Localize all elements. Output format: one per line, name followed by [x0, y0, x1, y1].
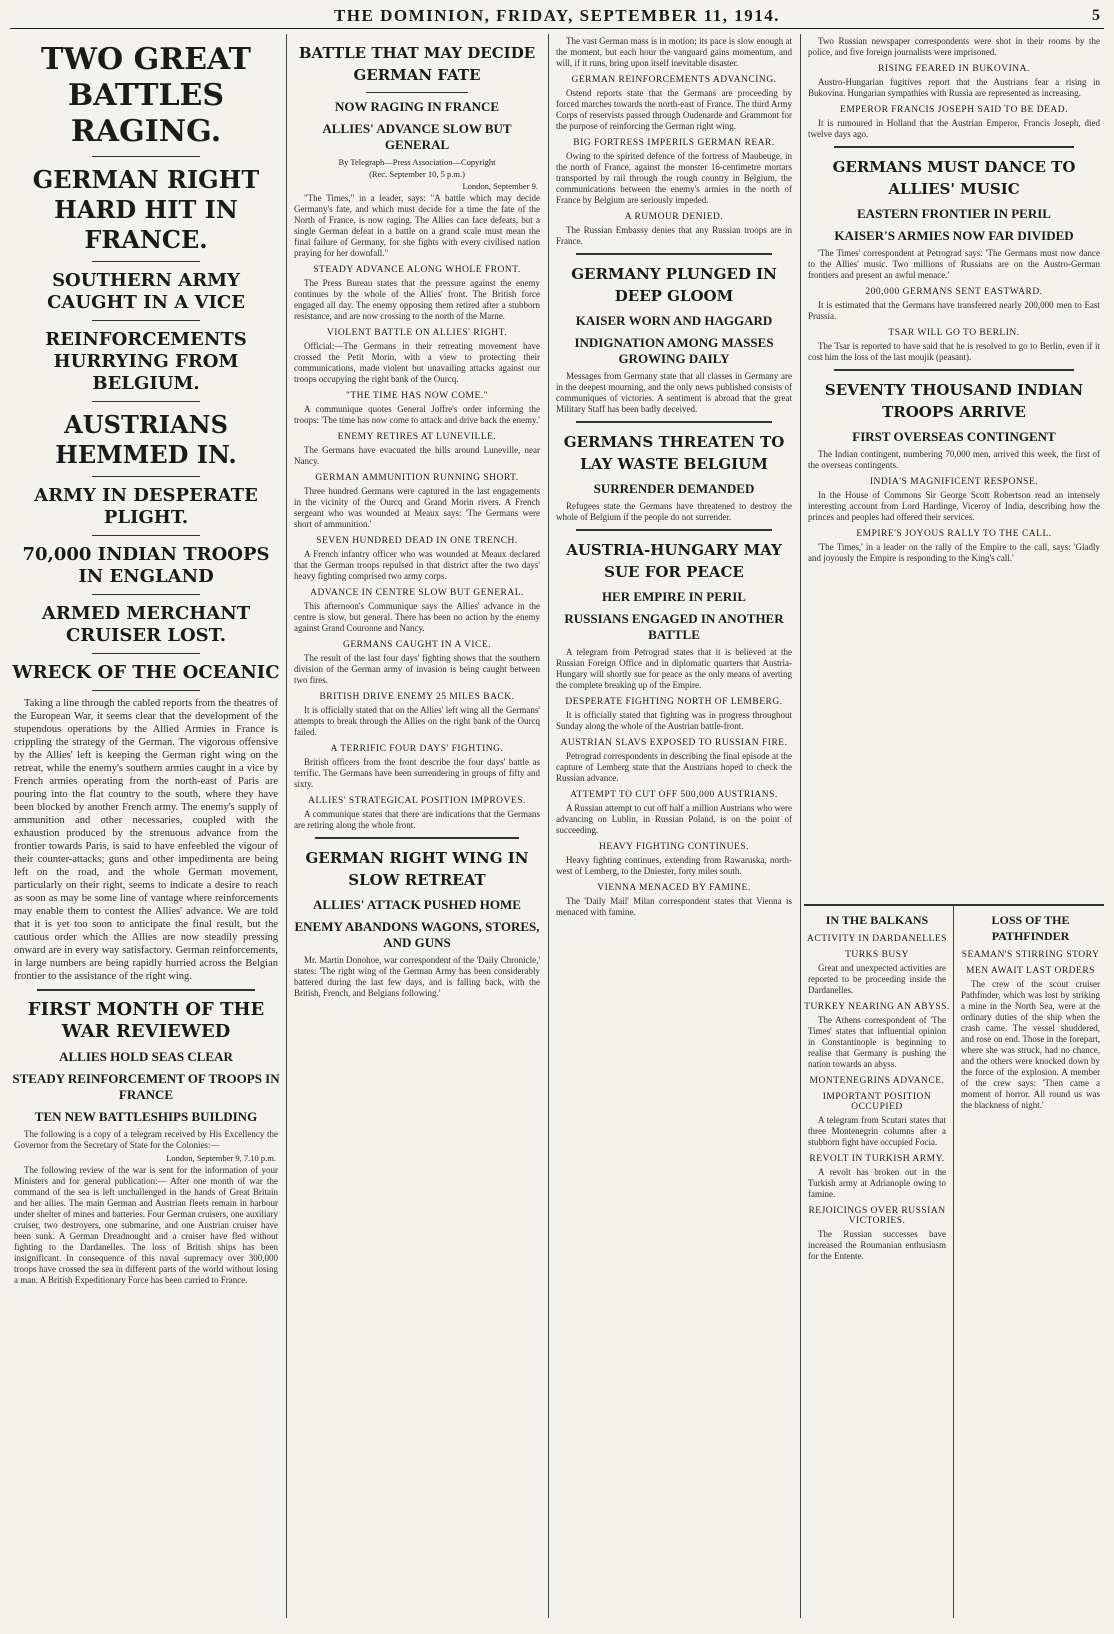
continued-text: The vast German mass is in motion; its pace is slow enough at the moment, but each hour the vanguard gains momentum, and will, if it runs, bring upon itself inevitable disaster. [556, 36, 792, 68]
section-body: The 'Daily Mail' Milan correspondent states that Vienna is menaced with famine. [556, 896, 792, 917]
section-title: A TERRIFIC FOUR DAYS' FIGHTING. [330, 744, 504, 754]
section-title: INDIA'S MAGNIFICENT RESPONSE. [869, 477, 1039, 487]
column-divider [548, 34, 549, 1618]
divider [92, 401, 201, 402]
balkans-box [804, 906, 950, 1618]
divider [366, 92, 468, 93]
subhead: INDIGNATION AMONG MASSES GROWING DAILY [574, 335, 774, 366]
divider [92, 535, 201, 536]
section-title: SEVEN HUNDRED DEAD IN ONE TRENCH. [316, 536, 518, 546]
story-body: The Indian contingent, numbering 70,000 men, arrived this week, the first of the overseas contingents. [808, 449, 1100, 470]
story-body: Refugees state the Germans have threatened to destroy the whole of Belgium if the people do not surrender. [556, 501, 792, 522]
headline-indian-arrive: SEVENTY THOUSAND INDIAN TROOPS ARRIVE [824, 381, 1084, 421]
story-body: Great and unexpected activities are reported to be proceeding inside the Dardanelles. [808, 963, 946, 995]
section-title: "THE TIME HAS NOW COME." [345, 391, 489, 401]
column-divider [953, 906, 954, 1618]
story-body: The crew of the scout cruiser Pathfinder, which was lost by striking a mine in the North Sea, were at the ordinary duties of the ship when the crash came. The vessel shuddered, and rose on end. Those in the forepart, where she was struck, had no chance, and the others were knocked down by the force of the explosion. A member of the crew says: 'Then came a moment of horror. All round us was the blackness of night.' [961, 979, 1100, 1110]
story-body: Messages from Germany state that all classes in Germany are in the deepest mourning, and the only news published consists of communiques of victories. A sentiment is abroad that the great Military Staff has been badly deceived. [556, 371, 792, 414]
divider [576, 253, 771, 255]
headline-austria-peace: AUSTRIA-HUNGARY MAY SUE FOR PEACE [566, 541, 782, 581]
section-title: TSAR WILL GO TO BERLIN. [888, 328, 1020, 338]
newspaper-page [10, 6, 1104, 1618]
pathfinder-box [957, 906, 1104, 1618]
divider [834, 146, 1074, 148]
divider [92, 690, 201, 691]
headline-dance-allies: GERMANS MUST DANCE TO ALLIES' MUSIC [832, 158, 1076, 198]
section-body: Owing to the spirited defence of the fortress of Maubeuge, in the north of France, against the monster 16-centimetre mortars transported by rail through the rough country in Belgium, the communications between the enemy's armies in the north of France by Belgium are seriously impeded. [556, 151, 792, 205]
section-title: ALLIES' STRATEGICAL POSITION IMPROVES. [308, 796, 526, 806]
section-title: GERMAN AMMUNITION RUNNING SHORT. [315, 473, 519, 483]
subhead: ACTIVITY IN DARDANELLES [807, 934, 947, 944]
section-title: VIENNA MENACED BY FAMINE. [597, 883, 751, 893]
section-body: It is estimated that the Germans have transferred nearly 200,000 men to East Prussia. [808, 300, 1100, 321]
section-title: GERMAN REINFORCEMENTS ADVANCING. [571, 75, 777, 85]
section-body: A telegram from Scutari states that three Montenegrin columns after a stubborn fight have occupied Focia. [808, 1115, 946, 1147]
section-body: A Russian attempt to cut off half a million Austrians who were advancing on Lublin, in Russian Poland, is on the point of succeeding. [556, 803, 792, 835]
divider [92, 594, 201, 595]
headline-army-plight: ARMY IN DESPERATE PLIGHT. [34, 485, 258, 528]
story-intro: The following is a copy of a telegram received by His Excellency the Governor from the Secretary of State for the Colonies:— [14, 1129, 278, 1150]
headline-balkans: IN THE BALKANS [825, 913, 929, 927]
section-title: ENEMY RETIRES AT LUNEVILLE. [337, 432, 497, 442]
bottom-boxes [804, 904, 1104, 1618]
section-title: EMPIRE'S JOYOUS RALLY TO THE CALL. [856, 529, 1052, 539]
subhead: STEADY REINFORCEMENT OF TROOPS IN FRANCE [12, 1071, 280, 1102]
headline-pathfinder: LOSS OF THE PATHFINDER [991, 913, 1070, 943]
subhead: ALLIES' ATTACK PUSHED HOME [313, 897, 521, 912]
divider [37, 989, 255, 991]
continued-text: Two Russian newspaper correspondents were shot in their rooms by the police, and five foreign journalists were imprisoned. [808, 36, 1100, 57]
subhead: MEN AWAIT LAST ORDERS [966, 966, 1095, 976]
section-title: TURKEY NEARING AN ABYSS. [804, 1002, 950, 1012]
section-title: GERMANS CAUGHT IN A VICE. [342, 640, 492, 650]
section-body: The result of the last four days' fighting shows that the southern division of the German army of invasion is being caught between two fires. [294, 653, 540, 685]
section-body: It is officially stated that on the Allies' left wing all the Germans' attempts to break through the Allies on the right bank of the Ourcq failed. [294, 705, 540, 737]
subhead: TEN NEW BATTLESHIPS BUILDING [34, 1109, 258, 1124]
section-body: A communique states that there are indications that the Germans are retiring along the whole front. [294, 809, 540, 830]
columns [10, 34, 1104, 1618]
subhead: ALLIES HOLD SEAS CLEAR [59, 1049, 233, 1064]
subhead: ENEMY ABANDONS WAGONS, STORES, AND GUNS [294, 919, 540, 950]
dateline: London, September 9, 7.10 p.m. [166, 1153, 276, 1163]
subhead: RUSSIANS ENGAGED IN ANOTHER BATTLE [564, 611, 784, 642]
section-title: BIG FORTRESS IMPERILS GERMAN REAR. [573, 138, 775, 148]
story-body: Mr. Martin Donohoe, war correspondent of the 'Daily Chronicle,' states: 'The right wing of the German Army has been considerably battered during the last few days, and is falling back, with the British, French, and Belgians following.' [294, 955, 540, 998]
credit: By Telegraph—Press Association—Copyright [338, 157, 496, 167]
section-body: A communique quotes General Joffre's order informing the troops: 'The time has now come to attack and drive back the enemy.' [294, 404, 540, 425]
column-divider [800, 34, 801, 1618]
divider [92, 156, 201, 157]
story-body: A telegram from Petrograd states that it is believed at the Russian Foreign Office and in diplomatic quarters that Austria-Hungary will shortly sue for peace as the only means of averting the complete breaking up of the Empire. [556, 647, 792, 690]
section-body: The Germans have evacuated the hills around Luneville, near Nancy. [294, 445, 540, 466]
section-title: A RUMOUR DENIED. [624, 212, 724, 222]
story-body: 'The Times' correspondent at Petrograd says: 'The Germans must now dance to the Allies' music. Two millions of Russians are on the Austro-German frontiers and present an awful menace.' [808, 248, 1100, 280]
column-4 [804, 34, 1104, 1618]
headline-german-right: GERMAN RIGHT HARD HIT IN FRANCE. [32, 165, 260, 254]
subhead: ALLIES' ADVANCE SLOW BUT GENERAL [322, 121, 512, 152]
column-1 [10, 34, 282, 1618]
story-body: The following review of the war is sent for the information of your Ministers and for general publication:— After one month of war the command of the sea is left unchallenged in the hands of Great Britain and her allies. The main German and Austrian fleets remain in harbour under shelter of mines and batteries. Four German cruisers, one auxiliary cruiser, two destroyers, one submarine, and one Austrian cruiser have been sunk. A German Dreadnought and a cruiser have fled without fighting to the Dardanelles. The loss of British ships has been insignificant. In consequence of this naval supremacy over 300,000 troops have crossed the sea in different parts of the world without losing a man. A British Expeditionary Force has been carried to France. [14, 1165, 278, 1285]
section-body: The Russian successes have increased the Roumanian enthusiasm for the Entente. [808, 1229, 946, 1261]
section-title: IMPORTANT POSITION OCCUPIED [822, 1092, 932, 1112]
section-body: The Russian Embassy denies that any Russian troops are in France. [556, 225, 792, 246]
section-title: REVOLT IN TURKISH ARMY. [809, 1154, 945, 1164]
summary-text: Taking a line through the cabled reports from the theatres of the European War, it seems clear that the development of the stupendous operations by the Allied Armies in France is crippling the strategy of the German. The vigorous offensive by the Allies' left is keeping the German right wing on the retreat, while the enemy's southern armies caught in a vice by French armies operating from the north-east of Paris are pouring into the flat country to the south, where they have been blocked by another French army. The enemy's supply of ammunition and other necessaries, coupled with the exhaustion produced by the strenuous advance from the frontier towards Paris, is said to have enfeebled the vigour of their counter-attacks; guns and other impedimenta are being left on the road, and the whole German movement, particularly on their right, seems to indicate a desire to reach as soon as may be some line of vantage where reinforcements may enable them to contest the Allies' advance. We are told that it is yet too soon to anticipate the final result, but the cautious order which the Allies are now steadily pressing onward are in every way satisfactory. German reinforcements, in large numbers are being rapidly hurried across the Belgian frontier to the assistance of the right wing. [14, 698, 278, 982]
section-body: The Athens correspondent of 'The Times' states that influential opinion in Constantinople is beginning to realise that Germany is pushing the nation towards an abyss. [808, 1015, 946, 1069]
section-body: A French infantry officer who was wounded at Meaux declared that the German troops repulsed in that district after the two days' heavy fighting comprised two army corps. [294, 549, 540, 581]
subhead: SURRENDER DEMANDED [593, 481, 755, 496]
headline-reinforcements: REINFORCEMENTS HURRYING FROM BELGIUM. [45, 329, 247, 394]
section-body: A revolt has broken out in the Turkish army at Adrianople owing to famine. [808, 1167, 946, 1199]
section-body: Petrograd correspondents in describing the final episode at the capture of Lemberg state that the Austrians hoped to check the Russian advance. [556, 751, 792, 783]
headline-armed-cruiser: ARMED MERCHANT CRUISER LOST. [41, 603, 251, 646]
section-title: ATTEMPT TO CUT OFF 500,000 AUSTRIANS. [570, 790, 778, 800]
divider [315, 837, 518, 839]
masthead-title: THE DOMINION, FRIDAY, SEPTEMBER 11, 1914. [333, 6, 781, 25]
section-body: This afternoon's Communique says the Allies' advance in the centre is slow, but general. There has been no action by the enemy against Grand Couronne and Nancy. [294, 601, 540, 633]
headline-first-month: FIRST MONTH OF THE WAR REVIEWED [27, 999, 265, 1042]
subhead: EASTERN FRONTIER IN PERIL [857, 206, 1051, 221]
divider [576, 529, 771, 531]
section-title: DESPERATE FIGHTING NORTH OF LEMBERG. [565, 697, 783, 707]
page-number: 5 [1092, 7, 1100, 24]
section-title: MONTENEGRINS ADVANCE. [809, 1076, 945, 1086]
headline-oceanic: WRECK OF THE OCEANIC [12, 662, 280, 683]
subhead: NOW RAGING IN FRANCE [334, 99, 500, 114]
divider [834, 369, 1074, 371]
section-title: RISING FEARED IN BUKOVINA. [878, 64, 1030, 74]
column-2 [290, 34, 544, 1618]
section-body: The Tsar is reported to have said that he is resolved to go to Berlin, even if it cost him the loss of the last moujik (peasant). [808, 341, 1100, 362]
section-title: AUSTRIAN SLAVS EXPOSED TO RUSSIAN FIRE. [560, 738, 788, 748]
section-body: Three hundred Germans were captured in the last engagements in the vicinity of the Ourcq and Grand Morin rivers. A French sergeant who was wounded at Meaux says: 'The Germans were short of ammunition.' [294, 486, 540, 529]
section-title: STEADY ADVANCE ALONG WHOLE FRONT. [313, 265, 521, 275]
subhead: KAISER WORN AND HAGGARD [575, 313, 773, 328]
subhead: FIRST OVERSEAS CONTINGENT [852, 429, 1056, 444]
divider [92, 320, 201, 321]
subhead: HER EMPIRE IN PERIL [601, 589, 747, 604]
dateline: London, September 9. [462, 181, 538, 191]
section-title: ADVANCE IN CENTRE SLOW BUT GENERAL. [310, 588, 524, 598]
section-body: Austro-Hungarian fugitives report that the Austrians fear a rising in Bukovina. Hungarian sympathies with Russia are represented as increasing. [808, 77, 1100, 98]
headline-two-great-battles: TWO GREAT BATTLES RAGING. [41, 42, 251, 149]
section-body: British officers from the front describe the four days' battle as terrific. The Germans have been surrendering in groups of fifty and sixty. [294, 757, 540, 789]
section-title: REJOICINGS OVER RUSSIAN VICTORIES. [808, 1206, 946, 1226]
divider [92, 476, 201, 477]
subhead: KAISER'S ARMIES NOW FAR DIVIDED [834, 228, 1074, 243]
subhead: SEAMAN'S STIRRING STORY [961, 950, 1100, 960]
headline-right-wing-retreat: GERMAN RIGHT WING IN SLOW RETREAT [305, 849, 529, 889]
divider [92, 261, 201, 262]
section-body: It is officially stated that fighting was in progress throughout Sunday along the whole of the Austrian battle-front. [556, 710, 792, 731]
section-body: Heavy fighting continues, extending from Rawaruska, north-west of Lemberg, to the Dniester, forty miles south. [556, 855, 792, 876]
section-body: In the House of Commons Sir George Scott Robertson read an intensely interesting account from Lord Hardinge, Viceroy of India, describing how the princes and peoples had offered their services. [808, 490, 1100, 522]
received: (Rec. September 10, 5 p.m.) [369, 169, 465, 179]
headline-indian-troops: 70,000 INDIAN TROOPS IN ENGLAND [22, 544, 270, 587]
headline-lay-waste-belgium: GERMANS THREATEN TO LAY WASTE BELGIUM [563, 433, 785, 473]
headline-battle-decide: BATTLE THAT MAY DECIDE GERMAN FATE [298, 44, 536, 84]
section-body: It is rumoured in Holland that the Austrian Emperor, Francis Joseph, died twelve days ago. [808, 118, 1100, 139]
headline-deep-gloom: GERMANY PLUNGED IN DEEP GLOOM [571, 265, 777, 305]
section-body: The Press Bureau states that the pressure against the enemy continues by the whole of the Allies' front. The British force engaged all day. The enemy opposing them retired after a stubborn resistance, and are now crossing to the north of the Marne. [294, 278, 540, 321]
section-title: EMPEROR FRANCIS JOSEPH SAID TO BE DEAD. [840, 105, 1068, 115]
section-body: Ostend reports state that the Germans are proceeding by forced marches towards the north-east of France. The third Army Corps of reservists passed through Oudenarde and Grammont for the purpose of reinforcing the German right wing. [556, 88, 792, 131]
divider [92, 653, 201, 654]
section-body: 'The Times,' in a leader on the rally of the Empire to the call, says: 'Gladly and joyously the Empire is responding to the King's call.' [808, 542, 1100, 563]
section-title: HEAVY FIGHTING CONTINUES. [599, 842, 749, 852]
headline-austrians: AUSTRIANS HEMMED IN. [55, 410, 237, 469]
masthead [10, 6, 1104, 29]
section-title: BRITISH DRIVE ENEMY 25 MILES BACK. [319, 692, 515, 702]
story-body: "The Times," in a leader, says: "A battle which may decide Germany's fate, and which must decide for a time the fate of the North of France, is now raging. The Allies can face defeats, but a single German defeat in a battle on a grand scale must mean the final failure of Germany, for she fights with every civilised nation praying for her downfall." [294, 193, 540, 258]
section-title: VIOLENT BATTLE ON ALLIES' RIGHT. [326, 328, 508, 338]
column-divider [286, 34, 287, 1618]
subhead: TURKS BUSY [845, 950, 909, 960]
divider [576, 421, 771, 423]
section-body: Official:—The Germans in their retreating movement have crossed the Petit Morin, with a view to protecting their communications, made violent but unavailing attacks against our troops occupying the right bank of the Ourcq. [294, 341, 540, 384]
column-3 [552, 34, 796, 1618]
headline-southern-army: SOUTHERN ARMY CAUGHT IN A VICE [47, 270, 245, 313]
section-title: 200,000 GERMANS SENT EASTWARD. [865, 287, 1043, 297]
